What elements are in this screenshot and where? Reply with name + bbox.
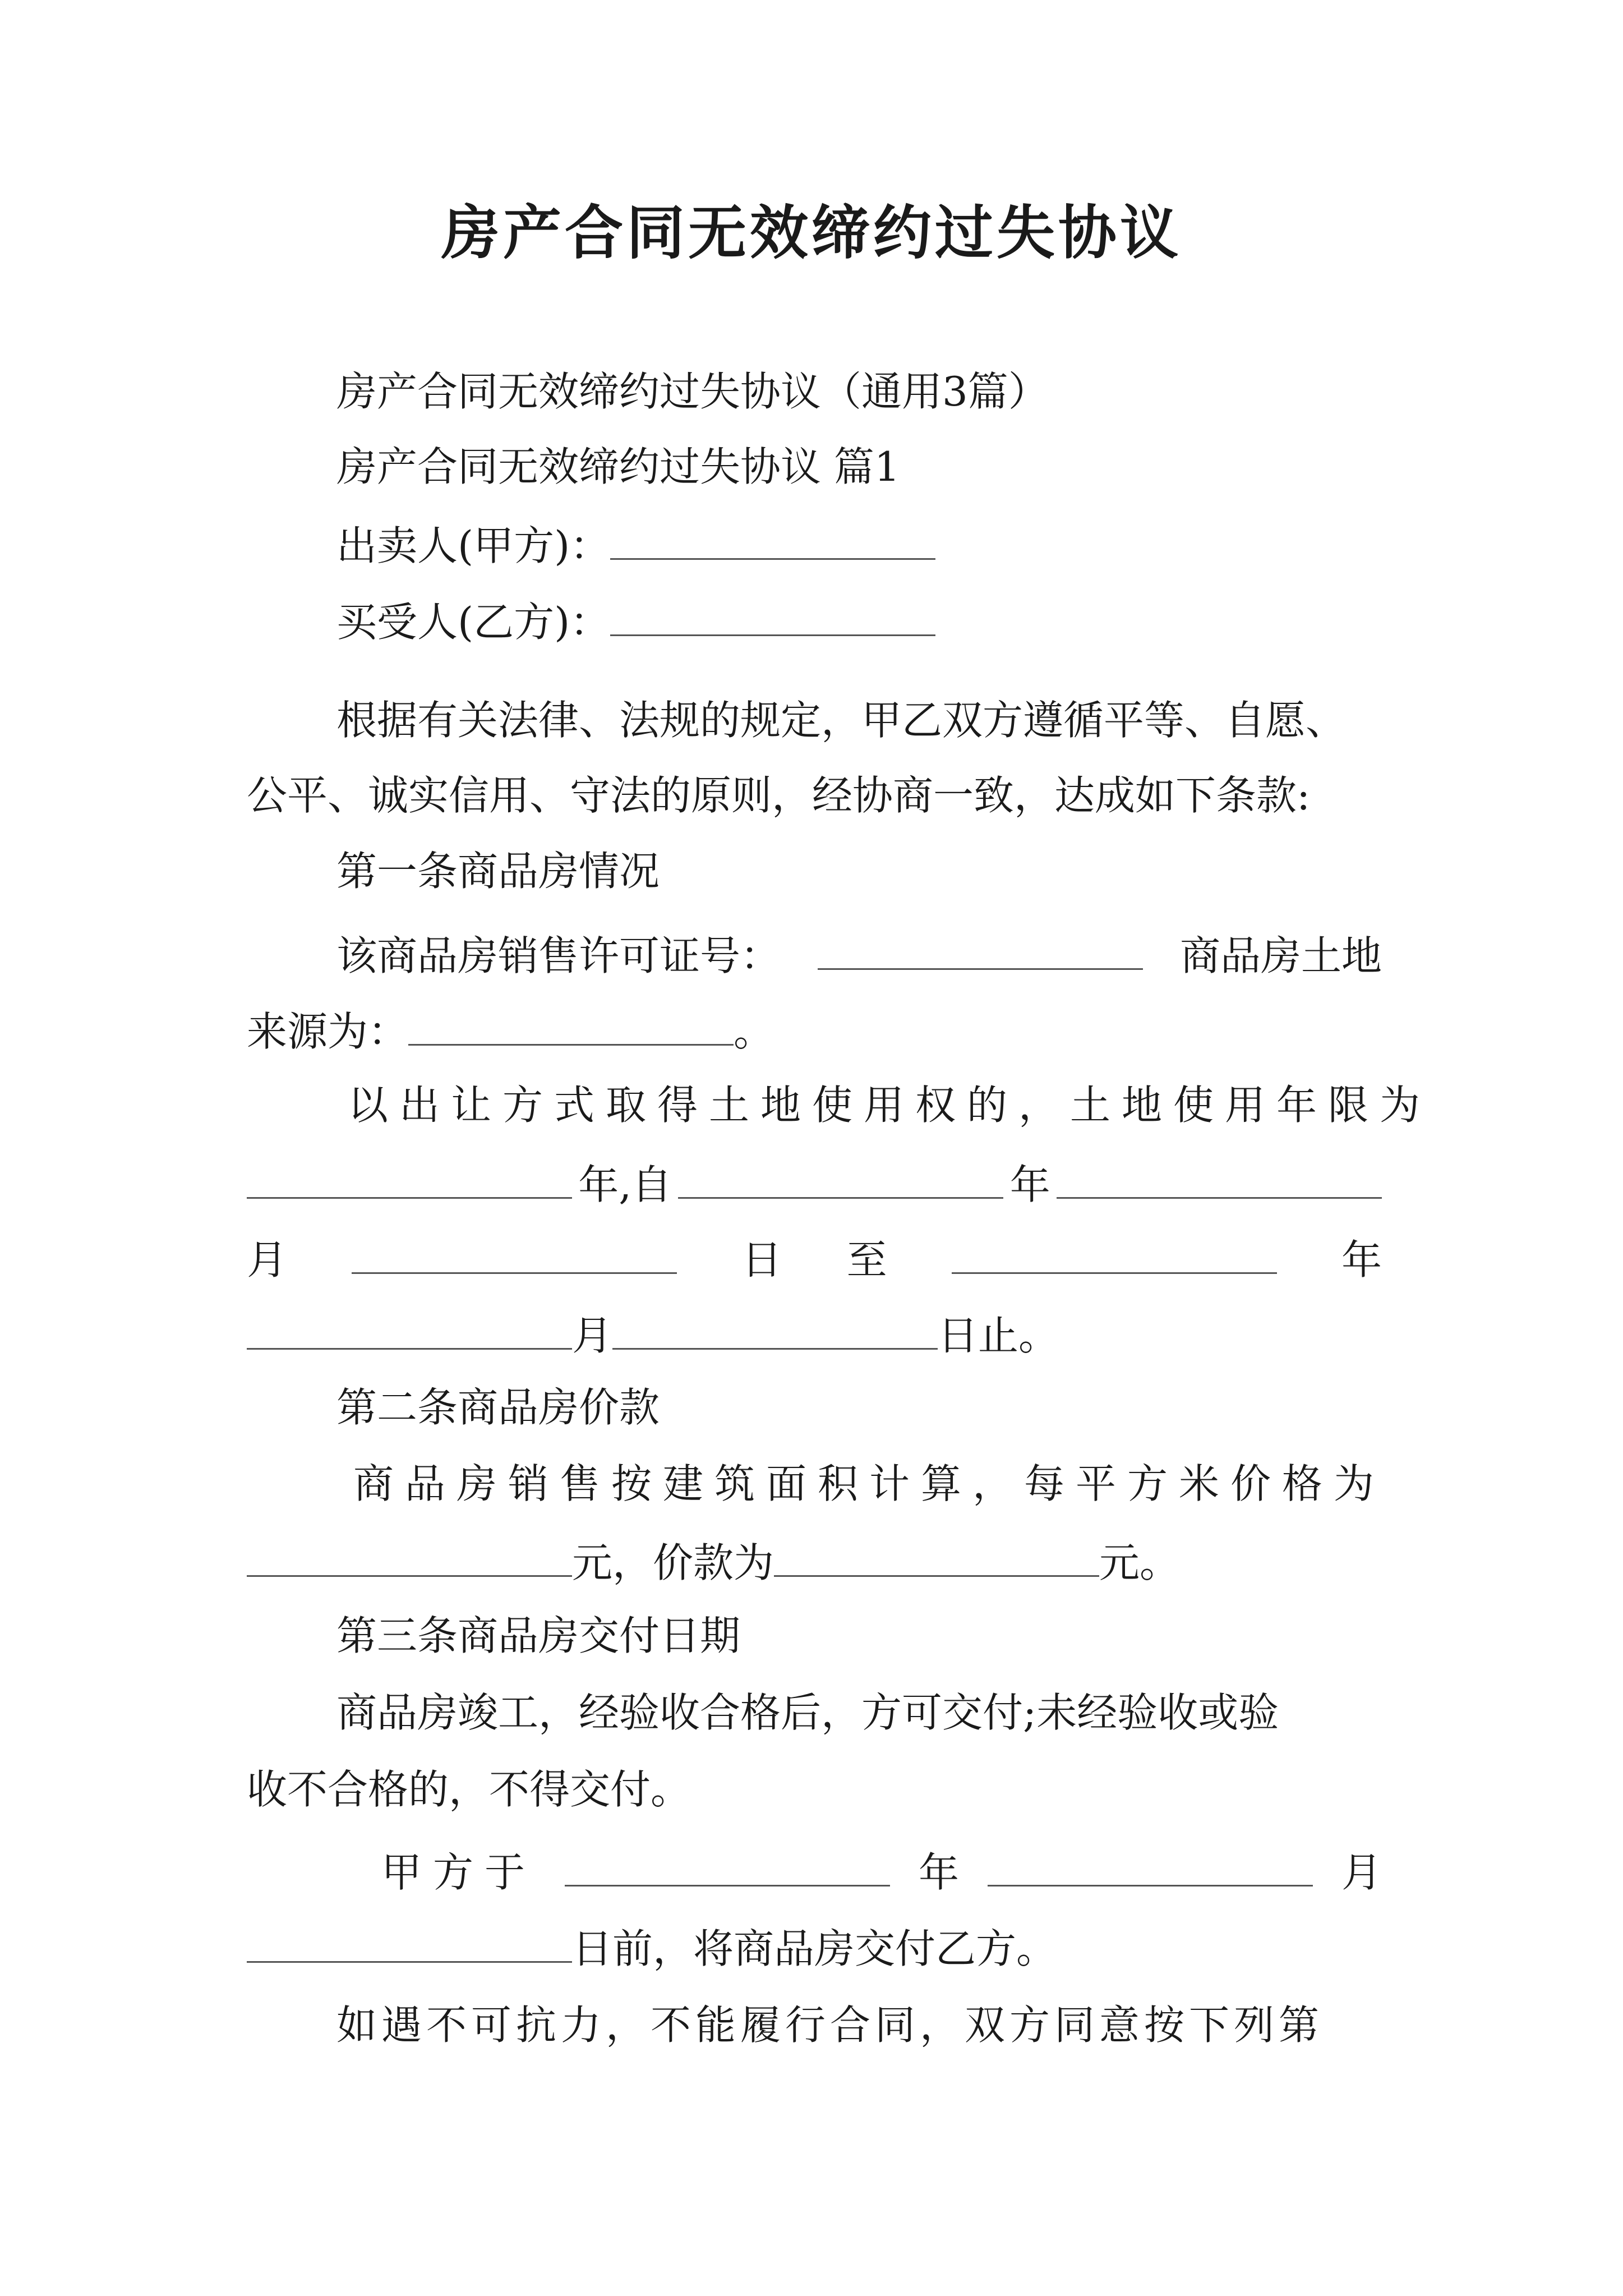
land-term-dates-line-3 — [247, 1304, 1382, 1364]
delivery-date-line — [247, 1841, 1382, 1901]
delivery-condition-line-1: 商品房竣工，经验收合格后，方可交付;未经验收或验 — [336, 1689, 1279, 1736]
article-2-title: 第二条商品房价款 — [336, 1384, 660, 1431]
land-term-line: 以出让方式取得土地使用权的，土地使用年限为 — [348, 1082, 1432, 1129]
term-years-blank — [247, 1153, 572, 1199]
to-day-blank — [612, 1304, 938, 1350]
from-year-blank — [678, 1153, 1003, 1199]
license-blank — [818, 924, 1143, 970]
total-price-blank — [774, 1531, 1099, 1577]
to-day-end-label: 日止。 — [938, 1312, 1059, 1359]
document-title: 房产合同无效缔约过失协议 — [441, 198, 1182, 267]
from-month-blank — [1057, 1153, 1382, 1199]
to-month-blank — [247, 1304, 572, 1350]
delivery-day-label: 日前，将商品房交付乙方。 — [572, 1925, 1057, 1972]
land-term-dates-line-1 — [247, 1153, 1382, 1213]
land-source-line — [247, 1000, 1382, 1060]
unit-price-label: 元，价款为 — [572, 1539, 774, 1586]
delivery-year-blank — [565, 1841, 890, 1887]
land-term-dates-line-2 — [247, 1228, 1382, 1288]
from-day-label: 日 — [741, 1236, 782, 1283]
seller-blank — [610, 514, 935, 560]
to-label: 至 — [846, 1236, 887, 1283]
land-source-label: 来源为： — [247, 1008, 409, 1055]
party-a-on-label: 甲方于 — [381, 1849, 537, 1896]
price-blanks-line — [247, 1531, 1382, 1591]
delivery-day-blank — [247, 1917, 572, 1963]
land-label: 商品房土地 — [1179, 932, 1382, 979]
from-month-label: 月 — [247, 1236, 288, 1283]
intro-line-2: 公平、诚实信用、守法的原则，经协商一致，达成如下条款: — [247, 772, 1311, 819]
to-month-label: 月 — [572, 1312, 613, 1359]
land-source-blank — [408, 1000, 734, 1046]
term-year-from-label: 年,自 — [578, 1161, 672, 1208]
license-line — [247, 924, 1382, 984]
license-label: 该商品房销售许可证号： — [336, 932, 781, 979]
buyer-line — [247, 591, 1382, 650]
buyer-blank — [610, 591, 935, 636]
from-year-label: 年 — [1009, 1161, 1050, 1208]
delivery-year-label: 年 — [918, 1849, 959, 1896]
unit-price-blank — [247, 1531, 572, 1577]
seller-line — [247, 514, 1382, 574]
force-majeure-line: 如遇不可抗力，不能履行合同，双方同意按下列第 — [336, 2001, 1324, 2049]
buyer-label: 买受人(乙方)： — [336, 599, 611, 646]
part-heading: 房产合同无效缔约过失协议 篇1 — [336, 443, 900, 490]
price-line: 商品房销售按建筑面积计算，每平方米价格为 — [353, 1460, 1386, 1507]
intro-line-1: 根据有关法律、法规的规定，甲乙双方遵循平等、自愿、 — [336, 697, 1347, 744]
to-year-label: 年 — [1341, 1236, 1382, 1283]
from-day-blank — [352, 1228, 677, 1274]
to-year-blank — [952, 1228, 1277, 1274]
delivery-day-line — [247, 1917, 1382, 1977]
delivery-month-label: 月 — [1341, 1849, 1382, 1896]
article-3-title: 第三条商品房交付日期 — [336, 1612, 741, 1659]
delivery-month-blank — [988, 1841, 1313, 1887]
total-price-end: 元。 — [1099, 1539, 1181, 1586]
seller-label: 出卖人(甲方)： — [336, 522, 611, 569]
land-source-end: 。 — [734, 1008, 774, 1055]
delivery-condition-line-2: 收不合格的，不得交付。 — [247, 1766, 691, 1813]
article-1-title: 第一条商品房情况 — [336, 848, 660, 895]
document-subtitle: 房产合同无效缔约过失协议（通用3篇） — [336, 368, 1049, 415]
